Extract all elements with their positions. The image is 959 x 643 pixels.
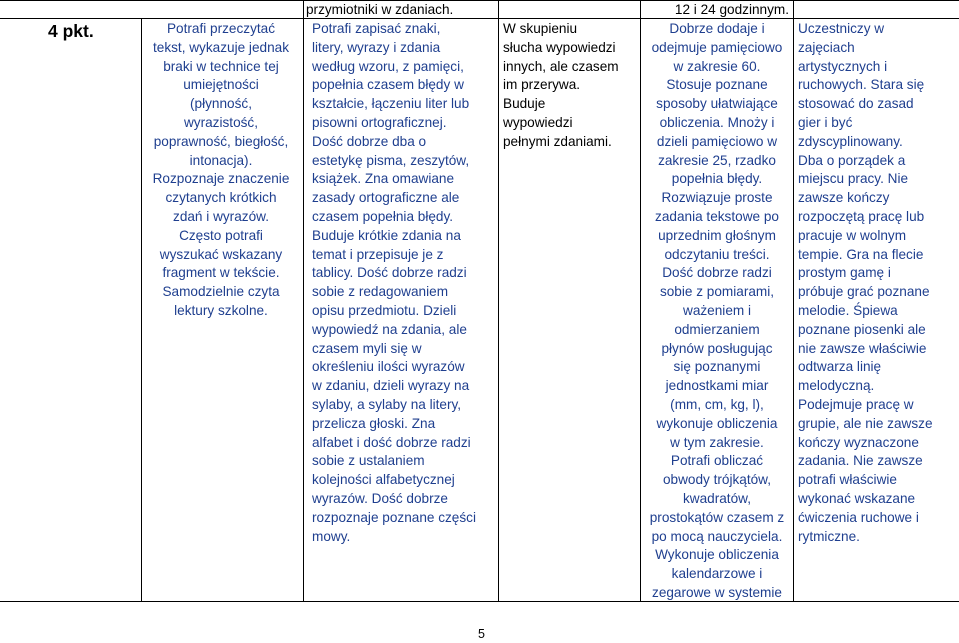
math-line: kwadratów, — [682, 490, 751, 506]
arts-line: melodyczną. — [798, 378, 875, 394]
writing-line: wypowiedź na zdania, ale — [312, 321, 467, 337]
speaking-line: im przerywa. — [503, 77, 581, 93]
writing-cell — [312, 20, 492, 546]
column-divider-2 — [303, 0, 304, 602]
reading-line: poprawność, biegłość, — [153, 133, 289, 149]
arts-line: próbuje grać poznane — [798, 284, 930, 300]
speaking-line: W skupieniu — [503, 21, 578, 36]
reading-line: Potrafi przeczytać — [166, 21, 276, 36]
writing-line: tablicy. Dość dobrze radzi — [312, 265, 467, 281]
writing-line: przelicza głoski. Zna — [312, 415, 436, 431]
math-line: kalendarzowe i — [671, 566, 763, 582]
arts-line: poznane piosenki ale — [798, 321, 926, 337]
arts-line: kończy wyznaczone — [798, 434, 919, 450]
writing-line: zasady ortograficzne ale — [312, 190, 460, 206]
reading-cell — [146, 20, 296, 321]
math-line: Rozwiązuje proste — [661, 190, 773, 206]
math-line: obliczenia. Mnoży i — [659, 114, 775, 130]
speaking-line: wypowiedzi — [503, 114, 573, 130]
math-line: sposoby ułatwiające — [656, 96, 778, 112]
continuation-col3: przymiotniki w zdaniach. — [306, 2, 454, 17]
math-cell — [646, 20, 788, 603]
math-line: (mm, cm, kg, l), — [670, 396, 764, 412]
arts-cell — [798, 20, 948, 546]
math-line: Stosuje poznane — [666, 77, 768, 93]
column-divider-5 — [793, 0, 794, 602]
reading-line: lektury szkolne. — [174, 302, 268, 318]
writing-line: Dość dobrze dba o — [312, 133, 427, 149]
writing-line: litery, wyrazy i zdania — [312, 39, 441, 55]
math-line: zadania tekstowe po — [655, 208, 779, 224]
math-line: ważeniem i — [683, 302, 751, 318]
speaking-line: pełnymi zdaniami. — [503, 133, 612, 149]
arts-line: nie zawsze właściwie — [798, 340, 927, 356]
reading-line: Rozpoznaje znaczenie — [152, 171, 290, 187]
arts-line: tempie. Gra na flecie — [798, 246, 924, 262]
reading-line: Często potrafi — [179, 227, 263, 243]
writing-line: alfabet i dość dobrze radzi — [312, 434, 471, 450]
math-line: zakresie 25, rzadko — [658, 152, 776, 168]
arts-line: wykonać wskazane — [798, 490, 916, 506]
arts-line: miejscu pracy. Nie — [798, 171, 909, 187]
reading-line: zdań i wyrazów. — [173, 208, 269, 224]
reading-line: umiejętności — [183, 77, 259, 93]
arts-line: stosować do zasad — [798, 96, 914, 112]
column-divider-1 — [141, 18, 142, 602]
writing-line: mowy. — [312, 528, 351, 544]
math-line: sobie z pomiarami, — [659, 284, 775, 300]
math-line: wykonuje obliczenia — [656, 415, 778, 431]
writing-line: rozpoznaje poznane części — [312, 509, 476, 525]
math-line: uprzednim głośnym — [658, 227, 776, 243]
arts-line: artystycznych i — [798, 58, 888, 74]
arts-line: zajęciach — [798, 39, 855, 55]
speaking-line: innych, ale czasem — [503, 58, 619, 74]
writing-line: w zdaniu, dzieli wyrazy na — [312, 378, 470, 394]
arts-line: Podejmuje pracę w — [798, 396, 914, 412]
reading-line: Samodzielnie czyta — [162, 284, 280, 300]
table-border-bottom — [0, 601, 959, 602]
arts-line: potrafi właściwie — [798, 472, 897, 488]
writing-line: Buduje krótkie zdania na — [312, 227, 461, 243]
writing-line: kolejności alfabetycznej — [312, 472, 455, 488]
math-line: obwody trójkątów, — [662, 472, 772, 488]
writing-line: popełnia czasem błędy w — [312, 77, 464, 93]
arts-line: grupie, ale nie zawsze — [798, 415, 933, 431]
math-line: w zakresie 60. — [673, 58, 761, 74]
math-line: płynów posługując — [661, 340, 773, 356]
writing-line: określeniu ilości wyrazów — [312, 359, 465, 375]
reading-line: (płynność, — [190, 96, 252, 112]
arts-line: ruchowych. Stara się — [798, 77, 925, 93]
math-line: prostokątów czasem z — [649, 509, 785, 525]
arts-line: odtwarza linię — [798, 359, 882, 375]
reading-line: wyszukać wskazany — [159, 246, 283, 262]
writing-line: sobie z ustalaniem — [312, 453, 425, 469]
math-line: popełnia błędy. — [671, 171, 763, 187]
writing-line: temat i przepisuje je z — [312, 246, 444, 262]
reading-line: fragment w tekście. — [162, 265, 280, 281]
math-line: jednostkami miar — [665, 378, 769, 394]
column-divider-3 — [498, 0, 499, 602]
math-line: zegarowe w systemie — [652, 584, 782, 600]
reading-line: braki w technice tej — [163, 58, 279, 74]
math-line: odejmuje pamięciowo — [651, 39, 783, 55]
writing-line: estetykę pisma, zeszytów, — [312, 152, 470, 168]
reading-line: intonacja). — [189, 152, 253, 168]
writing-line: pisowni ortograficznej. — [312, 114, 447, 130]
reading-line: tekst, wykazuje jednak — [152, 39, 289, 55]
arts-line: prostym gamę i — [798, 265, 891, 281]
speaking-cell — [503, 20, 635, 152]
math-line: się poznanymi — [673, 359, 761, 375]
continuation-col5: 12 i 24 godzinnym. — [674, 2, 789, 17]
arts-line: zawsze kończy — [798, 190, 890, 206]
math-line: w tym zakresie. — [670, 434, 764, 450]
math-line: po mocą nauczyciela. — [651, 528, 783, 544]
arts-line: zdyscyplinowany. — [798, 133, 903, 149]
arts-line: Dba o porządek a — [798, 152, 906, 168]
speaking-line: słucha wypowiedzi — [503, 39, 616, 55]
math-line: Dość dobrze radzi — [662, 265, 772, 281]
math-line: Wykonuje obliczenia — [655, 547, 779, 563]
table-border-top — [0, 0, 959, 1]
arts-line: ćwiczenia ruchowe i — [798, 509, 919, 525]
grade-label: 4 pkt. — [48, 21, 94, 41]
writing-line: opisu przedmiotu. Dzieli — [312, 302, 457, 318]
math-line: odczytaniu treści. — [664, 246, 770, 262]
arts-line: gier i być — [798, 114, 853, 130]
writing-line: według wzoru, z pamięci, — [312, 58, 464, 74]
column-divider-4 — [640, 0, 641, 602]
arts-line: Uczestniczy w — [798, 21, 885, 36]
writing-line: czasem myli się w — [312, 340, 422, 356]
writing-line: sobie z redagowaniem — [312, 284, 449, 300]
math-line: Potrafi obliczać — [670, 453, 764, 469]
arts-line: zadania. Nie zawsze — [798, 453, 923, 469]
speaking-line: Buduje — [503, 96, 546, 112]
arts-line: rozpoczętą pracę lub — [798, 208, 925, 224]
page-number: 5 — [478, 627, 485, 641]
arts-line: pracuje w wolnym — [798, 227, 907, 243]
math-line: Dobrze dodaje i — [669, 21, 765, 36]
math-line: dzieli pamięciowo w — [656, 133, 778, 149]
writing-line: kształcie, łączeniu liter lub — [312, 96, 470, 112]
writing-line: książek. Zna omawiane — [312, 171, 455, 187]
reading-line: czytanych krótkich — [165, 190, 277, 206]
arts-line: rytmiczne. — [798, 528, 860, 544]
math-line: odmierzaniem — [674, 321, 760, 337]
writing-line: czasem popełnia błędy. — [312, 208, 454, 224]
reading-line: wyrazistość, — [183, 114, 259, 130]
writing-line: wyrazów. Dość dobrze — [312, 490, 448, 506]
table-border-row — [0, 18, 959, 19]
writing-line: Potrafi zapisać znaki, — [312, 21, 441, 36]
arts-line: melodie. Śpiewa — [798, 302, 898, 318]
writing-line: sylaby, a sylaby na litery, — [312, 396, 462, 412]
